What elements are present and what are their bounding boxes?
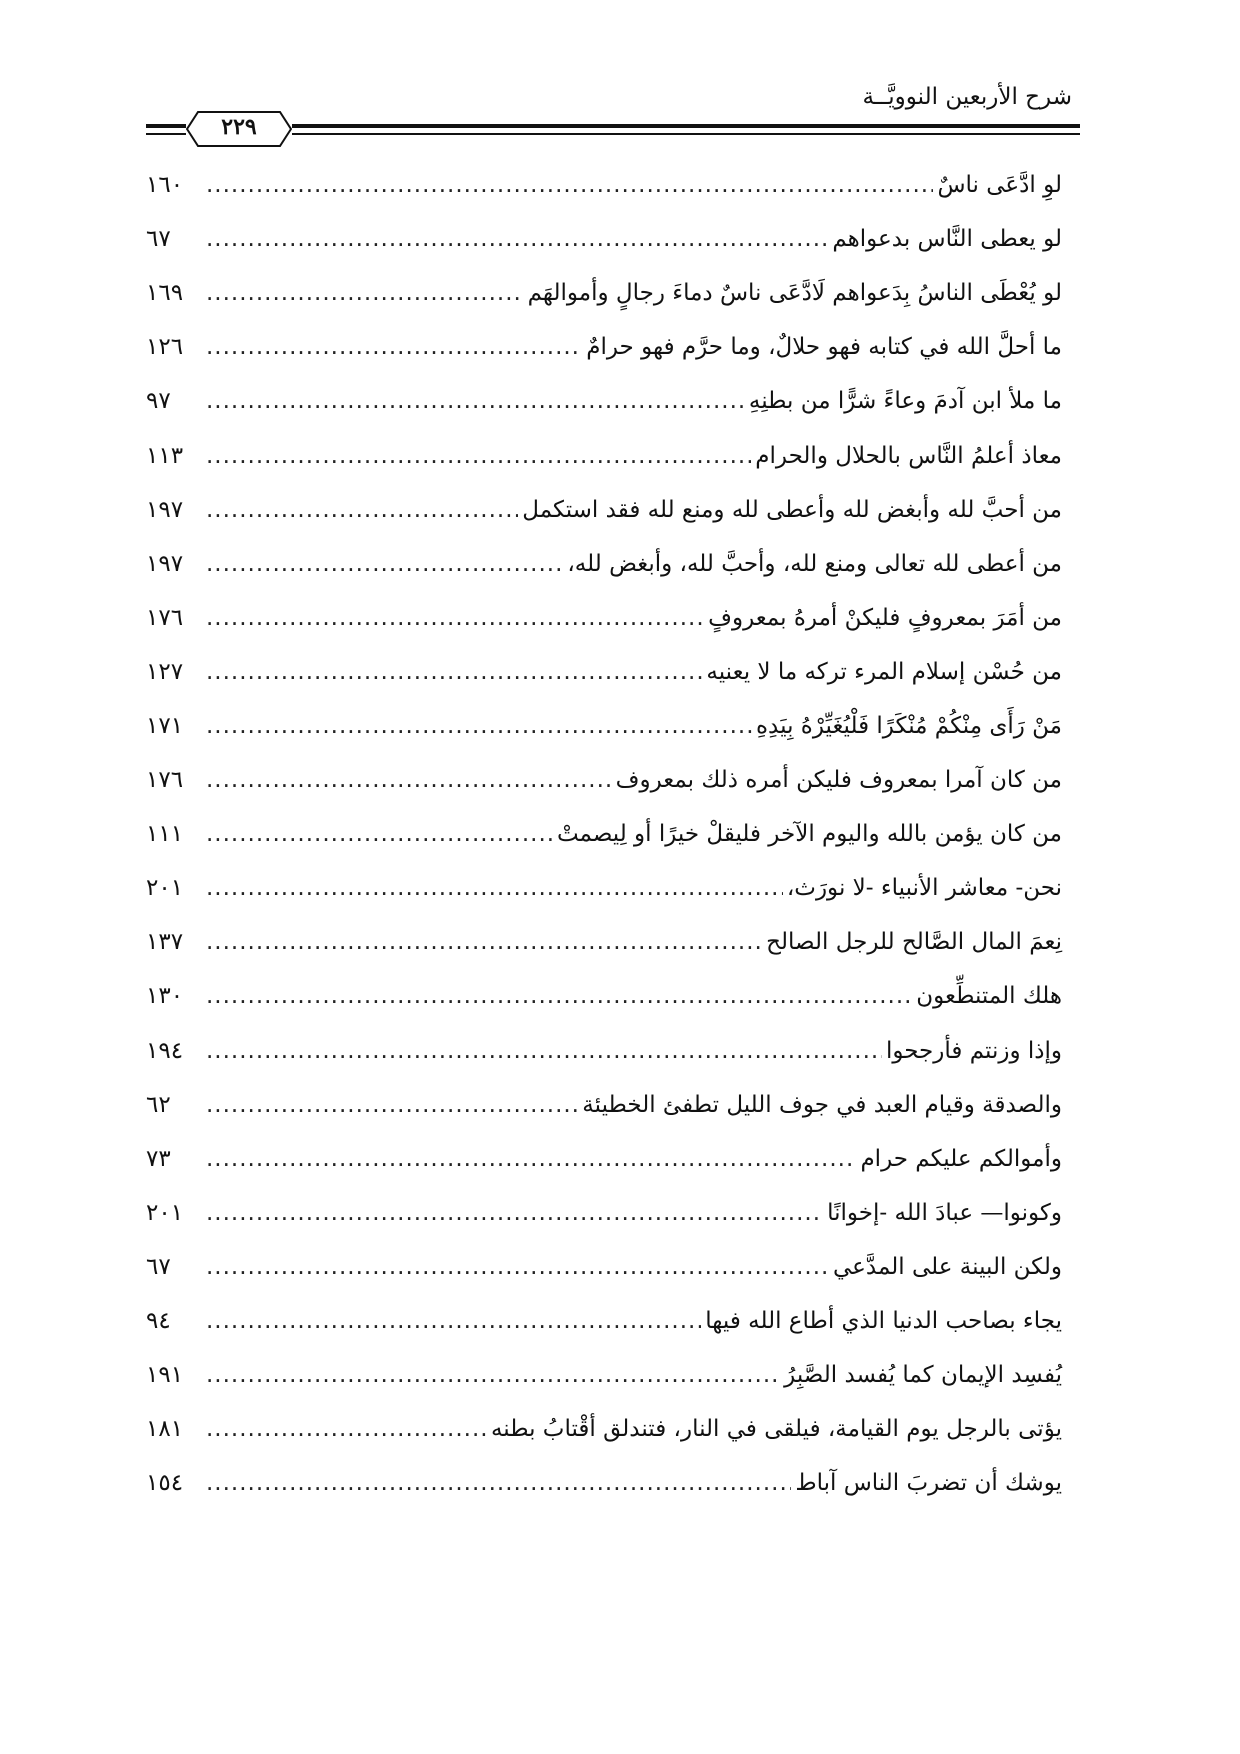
index-entry (146, 591, 1062, 645)
entry-page: ١٦٠ (146, 172, 184, 199)
leader-dots (206, 659, 702, 685)
index-entry (146, 1348, 1062, 1402)
index-entry (146, 699, 1062, 753)
entry-text: لو يعطى النَّاس بدعواهم (832, 226, 1062, 253)
page-number: ٢٢٩ (221, 114, 257, 140)
leader-dots (206, 1308, 701, 1334)
entry-text: ما ملأ ابن آدمَ وعاءً شرًّا من بطنِهِ (748, 388, 1062, 415)
leader-dots (206, 443, 751, 469)
entry-page: ١٣٧ (146, 929, 184, 956)
entry-text: يوشك أن تضربَ الناس آباط (795, 1470, 1062, 1497)
entry-page: ١٩٤ (146, 1037, 184, 1064)
page-header (0, 0, 1240, 150)
leader-dots (206, 172, 933, 198)
leader-dots (206, 1470, 791, 1496)
entry-text: نِعمَ المال الصَّالح للرجل الصالح (766, 929, 1062, 956)
entry-text: وكونوا— عبادَ الله -إخوانًا (827, 1199, 1062, 1226)
index-entry (146, 266, 1062, 320)
entry-text: من حُسْن إسلام المرء تركه ما لا يعنيه (706, 658, 1062, 685)
entry-page: ١٧١ (146, 712, 184, 739)
index-entry (146, 212, 1062, 266)
index-entry (146, 1240, 1062, 1294)
entry-page: ٦٧ (146, 1253, 171, 1280)
entry-text: لوِ ادَّعَى ناسٌ (937, 172, 1062, 199)
entry-text: هلك المتنطِّعون (916, 983, 1062, 1010)
index-entry (146, 537, 1062, 591)
leader-dots (206, 605, 704, 631)
entry-page: ١٣٠ (146, 983, 184, 1010)
entry-page: ١١٣ (146, 442, 184, 469)
leader-dots (206, 280, 524, 306)
entry-text: من أحبَّ لله وأبغض لله وأعطى لله ومنع لله فقد استكمل (522, 496, 1062, 523)
entry-page: ١٢٦ (146, 334, 184, 361)
leader-dots (206, 767, 612, 793)
entry-page: ١٥٤ (146, 1470, 184, 1497)
entry-text: ولكن البينة على المدَّعي (833, 1253, 1062, 1280)
entry-page: ٢٠١ (146, 1199, 184, 1226)
entry-page: ١٧٦ (146, 767, 184, 794)
entry-text: معاذ أعلمُ النَّاس بالحلال والحرام (755, 442, 1062, 469)
leader-dots (206, 713, 752, 739)
entry-text: من كان يؤمن بالله واليوم الآخر فليقلْ خيرًا أو لِيصمتْ (556, 821, 1062, 848)
entry-page: ١٢٧ (146, 658, 184, 685)
leader-dots (206, 334, 582, 360)
leader-dots (206, 983, 912, 1009)
index-list (146, 158, 1062, 1510)
leader-dots (206, 551, 563, 577)
index-entry (146, 969, 1062, 1023)
index-entry (146, 374, 1062, 428)
index-entry (146, 1186, 1062, 1240)
entry-text: وإذا وزنتم فأرجحوا (885, 1037, 1062, 1064)
leader-dots (206, 821, 553, 847)
leader-dots (206, 388, 745, 414)
entry-text: نحن- معاشر الأنبياء -لا نورَث، (786, 875, 1062, 902)
entry-page: ٩٧ (146, 388, 171, 415)
entry-text: من أعطى لله تعالى ومنع لله، وأحبَّ لله، وأبغض لله، (567, 550, 1062, 577)
leader-dots (206, 1146, 856, 1172)
entry-text: ما أحلَّ الله في كتابه فهو حلالٌ، وما حرَّم فهو حرامٌ (586, 334, 1062, 361)
index-entry (146, 807, 1062, 861)
leader-dots (206, 1038, 882, 1064)
entry-text: يجاء بصاحب الدنيا الذي أطاع الله فيها (705, 1308, 1062, 1335)
index-entry (146, 915, 1062, 969)
index-entry (146, 1456, 1062, 1510)
leader-dots (206, 1200, 823, 1226)
entry-text: والصدقة وقيام العبد في جوف الليل تطفئ الخطيئة (582, 1091, 1062, 1118)
index-entry (146, 1294, 1062, 1348)
index-entry (146, 320, 1062, 374)
entry-text: يُفسِد الإيمان كما يُفسد الصَّبِرُ (784, 1362, 1062, 1389)
index-entry (146, 1402, 1062, 1456)
entry-page: ٢٠١ (146, 875, 184, 902)
book-title: شرح الأربعين النوويَّــة (862, 84, 1072, 110)
entry-page: ٦٢ (146, 1091, 171, 1118)
entry-text: من كان آمرا بمعروف فليكن أمره ذلك بمعروف (615, 767, 1062, 794)
index-entry (146, 1132, 1062, 1186)
entry-page: ١٩٧ (146, 496, 184, 523)
entry-page: ١٧٦ (146, 604, 184, 631)
entry-page: ١٦٩ (146, 280, 184, 307)
leader-dots (206, 875, 783, 901)
leader-dots (206, 1362, 780, 1388)
index-entry (146, 483, 1062, 537)
entry-text: من أمَرَ بمعروفٍ فليكنْ أمرهُ بمعروفٍ (708, 604, 1062, 631)
entry-page: ١٩١ (146, 1362, 184, 1389)
entry-page: ٦٧ (146, 226, 171, 253)
index-entry (146, 428, 1062, 482)
index-entry (146, 861, 1062, 915)
leader-dots (206, 1416, 487, 1442)
leader-dots (206, 1092, 578, 1118)
index-entry (146, 753, 1062, 807)
index-entry (146, 1078, 1062, 1132)
entry-page: ١١١ (146, 821, 184, 848)
entry-page: ١٩٧ (146, 550, 184, 577)
index-entry (146, 158, 1062, 212)
entry-page: ١٨١ (146, 1416, 184, 1443)
leader-dots (206, 497, 518, 523)
leader-dots (206, 1254, 829, 1280)
entry-text: يؤتى بالرجل يوم القيامة، فيلقى في النار، فتندلق أقْتابُ بطنه (490, 1416, 1062, 1443)
page-number-badge (186, 111, 292, 147)
leader-dots (206, 226, 828, 252)
entry-page: ٧٣ (146, 1145, 171, 1172)
entry-page: ٩٤ (146, 1308, 171, 1335)
leader-dots (206, 929, 762, 955)
index-entry (146, 645, 1062, 699)
entry-text: لو يُعْطَى الناسُ بِدَعواهم لَادَّعَى ناسٌ دماءَ رجالٍ وأموالهَم (527, 280, 1062, 307)
entry-text: مَنْ رَأَى مِنْكُمْ مُنْكَرًا فَلْيُغَيِّرْهُ بِيَدِهِ (756, 712, 1062, 739)
entry-text: وأموالكم عليكم حرام (860, 1145, 1062, 1172)
index-entry (146, 1024, 1062, 1078)
